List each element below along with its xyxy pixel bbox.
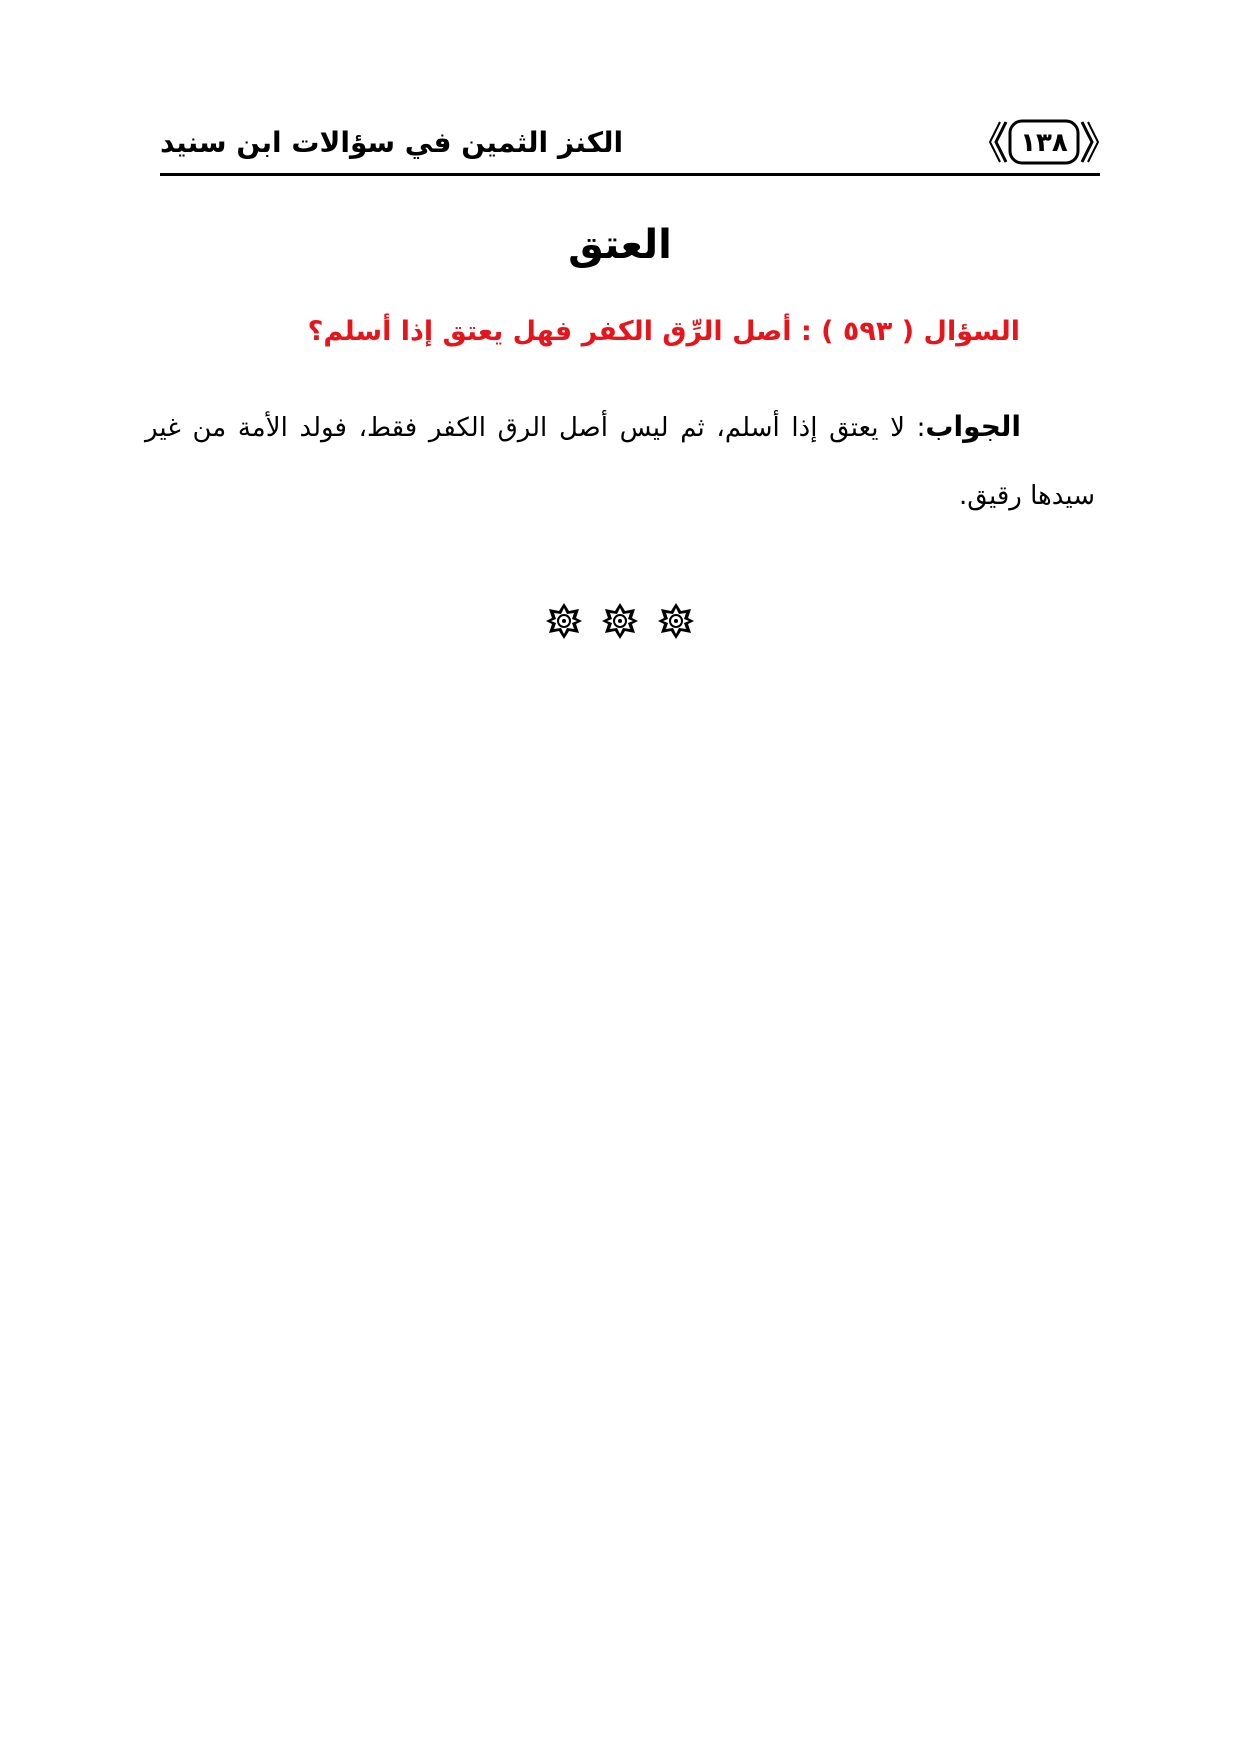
page-header (160, 118, 1100, 176)
header-rule (160, 173, 1100, 176)
question-text: أصل الرِّق الكفر فهل يعتق إذا أسلم؟ (307, 316, 792, 347)
star-ornament-icon (657, 602, 695, 640)
answer-text: لا يعتق إذا أسلم، ثم ليس أصل الرق الكفر فقط، فولد الأمة من غير سيدها رقيق. (145, 413, 1095, 511)
book-title: الكنز الثمين في سؤالات ابن سنيد (160, 126, 624, 159)
answer-separator: : (916, 413, 926, 443)
question-number: ( ٥٩٣ ) (821, 316, 915, 347)
section-end-ornaments (545, 602, 695, 642)
question-label: السؤال (923, 316, 1020, 347)
answer (145, 393, 1095, 530)
question-separator: : (800, 316, 812, 347)
answer-label: الجواب (925, 410, 1021, 443)
section-heading: العتق (568, 222, 672, 268)
page-number: ١٣٨ (1020, 128, 1068, 158)
star-ornament-icon (545, 602, 583, 640)
star-ornament-icon (601, 602, 639, 640)
question (180, 316, 1020, 347)
page-number-frame (988, 118, 1100, 168)
